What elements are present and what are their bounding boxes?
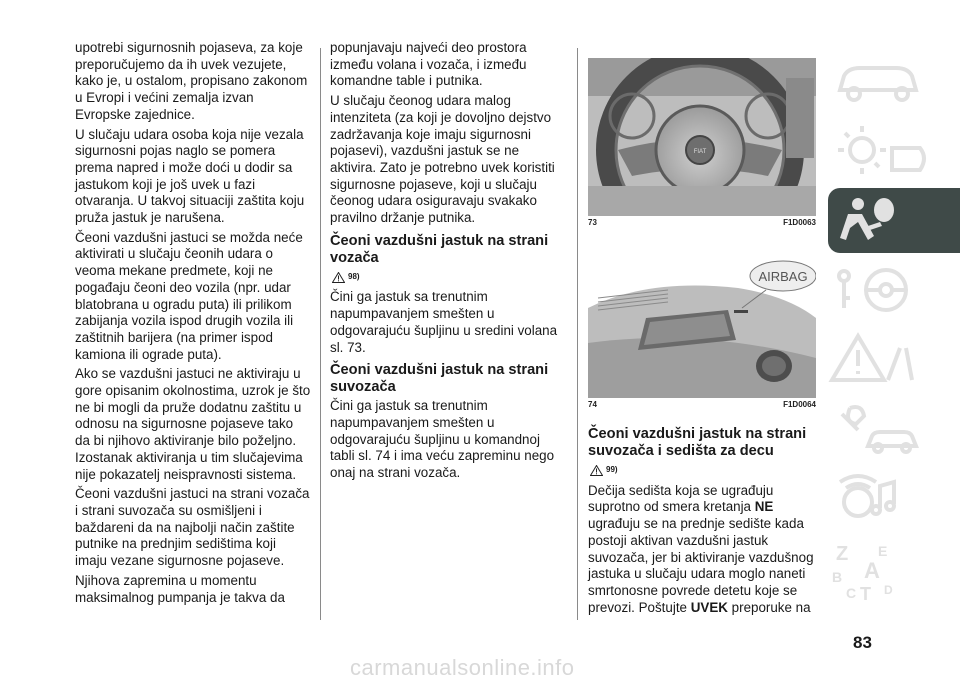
seat-airbag-icon	[828, 188, 960, 253]
paragraph: popunjavaju najveći deo prostora između volana i vozača, i između komandne table i putnika.	[330, 40, 527, 89]
warning-triangle-icon	[590, 465, 603, 476]
warning-road-icon	[828, 328, 960, 393]
text-run: Dečija sedišta koja se ugrađuju suprotno od smera kretanja	[588, 482, 774, 515]
figure-code: F1D0064	[783, 400, 816, 409]
paragraph: Njihova zapremina u momentu maksimalnog pumpanja je takva da	[75, 572, 285, 605]
figure-74	[588, 248, 816, 409]
figure-caption	[588, 218, 816, 227]
tab-lights[interactable]	[828, 118, 960, 183]
paragraph: U slučaju čeonog udara malog intenziteta (za koji je dovoljno dejstvo zadržavanja koje imaju sigurnosni pojasevi), vazdušni jastuk se ne aktivira. Zato je potrebno uvek koristiti sigurnosne pojaseve, koji u slučaju čeonog udara osiguravaju svakako pravilno držanje putnika.	[330, 93, 555, 226]
paragraph: Čini ga jastuk sa trenutnim napumpavanjem smešten u odgovarajuću šupljinu u komandnoj tabli sl. 74 i ima veću zapreminu nego onaj na strani vozača.	[330, 398, 555, 481]
media-icon	[828, 468, 960, 533]
passenger-airbag-image	[588, 248, 816, 398]
tab-maintenance[interactable]	[828, 398, 960, 463]
paragraph: Čeoni vazdušni jastuci se možda neće aktivirati u slučaju čeonih udara o veoma mekane predmete, koji ne pogađaju čeoni deo vozila (npr. udar blatobrana u ogradu puta) ili prilikom zabijanja vozila ispod drugih vozila ili zaštitnih barijera (na primer ispod kamiona ili ograde puta).	[75, 229, 303, 362]
index-letter: D	[884, 583, 893, 597]
warning-reference[interactable]	[590, 462, 814, 479]
sun-lights-icon	[828, 118, 960, 183]
warning-reference[interactable]	[332, 269, 566, 286]
warning-number: 99)	[606, 465, 618, 474]
tab-multimedia[interactable]	[828, 468, 960, 533]
tab-starting[interactable]	[828, 258, 960, 323]
index-letter: C	[846, 585, 857, 601]
text-run: ugrađuju se na prednje sedište kada postoji aktivan vazdušni jastuk suvozača, jer bi aktiviranje vazdušnog jastuka u slučaju udara moglo naneti smrtonosne povrede detetu koje se prevozi. Poštujte	[588, 516, 814, 615]
car-icon	[828, 48, 960, 113]
tab-car[interactable]	[828, 48, 960, 113]
svg-text:FIAT: FIAT	[693, 149, 707, 155]
text-column-2	[330, 40, 566, 485]
paragraph: Čini ga jastuk sa trenutnim napumpavanjem smešten u odgovarajuću šupljinu u sredini volana sl. 73.	[330, 289, 558, 355]
tab-index[interactable]	[828, 538, 960, 603]
section-heading: Čeoni vazdušni jastuk na strani suvozača	[330, 362, 549, 396]
column-divider	[320, 48, 321, 620]
paragraph: Ako se vazdušni jastuci ne aktiviraju u gore opisanim okolnostima, uzrok je što ne bi mogli da pruže dodatnu zaštitu u odnosu na sigurnosne pojaseve tako da bi njihovo aktiviranje bilo poželjno. Izostanak aktiviranja u tim slučajevima nije pokazatelj neispravnosti sistema.	[75, 366, 311, 482]
paragraph: upotrebi sigurnosnih pojaseva, za koje preporučujemo da ih uvek vezujete, kako je, u ostalom, propisano zakonom u Evropi i većini zemalja izvan Evropske zajednice.	[75, 40, 308, 122]
tab-safety[interactable]	[828, 188, 960, 253]
figure-code: F1D0063	[783, 218, 816, 227]
index-letter: Z	[836, 543, 849, 565]
text-column-3	[588, 418, 814, 619]
index-letter: E	[878, 543, 888, 559]
emphasis-text: UVEK	[690, 599, 728, 615]
column-divider	[577, 48, 578, 620]
paragraph: U slučaju udara osoba koja nije vezala sigurnosni pojas naglo se pomera prema napred i može doći u dodir sa jastukom koji je još uvek u fazi otvaranja. U takvoj situaciji zaštita koju pruža jastuk je narušena.	[75, 126, 305, 226]
index-letters-icon	[828, 538, 960, 603]
figure-number: 73	[588, 218, 597, 227]
index-letter: A	[864, 558, 880, 583]
watermark: carmanualsonline.info	[350, 655, 575, 680]
section-heading: Čeoni vazdušni jastuk na strani suvozača i sedišta za decu	[588, 426, 807, 459]
warning-triangle-icon	[332, 272, 345, 283]
figure-number: 74	[588, 400, 597, 409]
chapter-tabs	[828, 48, 960, 608]
emphasis-text: NE	[754, 499, 774, 515]
airbag-label: AIRBAG	[758, 269, 808, 284]
key-steering-icon	[828, 258, 960, 323]
section-heading: Čeoni vazdušni jastuk na strani vozača	[330, 232, 549, 266]
tab-emergency[interactable]	[828, 328, 960, 393]
index-letter: B	[832, 569, 843, 585]
figure-caption	[588, 400, 816, 409]
wrench-car-icon	[828, 398, 960, 463]
figure-73	[588, 58, 816, 227]
steering-wheel-image	[588, 58, 816, 216]
index-letter: T	[860, 584, 871, 603]
page-number: 83	[853, 633, 872, 652]
warning-number: 98)	[348, 271, 360, 281]
paragraph	[588, 483, 814, 617]
paragraph: Čeoni vazdušni jastuci na strani vozača i strani suvozača su osmišljeni i baždareni da na najbolji način zaštite putnike na prednjim sedištima koji imaju vezane sigurnosne pojaseve.	[75, 486, 310, 569]
text-column-1	[75, 40, 311, 609]
text-run: preporuke na	[727, 599, 811, 615]
